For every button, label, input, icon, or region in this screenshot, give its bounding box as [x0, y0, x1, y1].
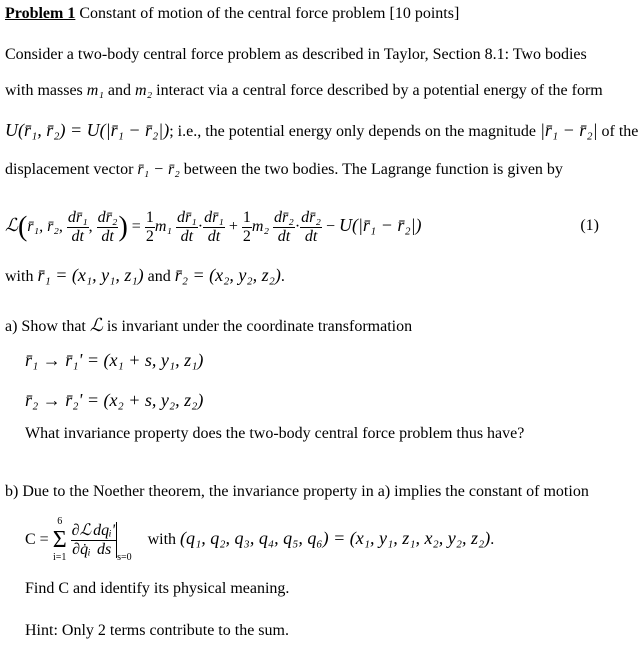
lagrangian-symbol: ℒ: [5, 215, 18, 235]
sum-lower: i=1: [52, 552, 67, 564]
summation: [53, 516, 67, 564]
part-b-find: Find C and identify its physical meaning.: [25, 580, 290, 597]
fraction-dq-ds: [92, 522, 116, 559]
minus-sign: −: [325, 218, 335, 235]
frac-num: dqᵢ': [93, 521, 116, 539]
fraction-dr2-dt: [97, 209, 119, 246]
part-a-label: a) Show that: [5, 318, 90, 335]
frac-den: ds: [96, 540, 112, 558]
mass-m1: m₁: [86, 82, 104, 99]
frac-num: dr̄₂: [97, 208, 118, 226]
transform-r2: [25, 391, 203, 411]
mass-m1: m₁: [154, 218, 172, 235]
intro-line-4: [5, 161, 563, 179]
with-line: [5, 266, 285, 286]
frac-den: 2: [145, 227, 154, 245]
frac-den: ∂q̇ᵢ: [72, 540, 91, 558]
period: .: [280, 268, 285, 285]
potential-term: U(|r̄₁ − r̄₂|): [338, 215, 422, 235]
and-text: and: [143, 268, 175, 285]
frac-den: 2: [242, 227, 251, 245]
q-definition: (q₁, q₂, q₃, q₄, q₅, q₆) = (x₁, y₁, z₁, x₂, y₂, z₂): [180, 528, 491, 548]
magnitude-expr: |r̄₁ − r̄₂|: [539, 120, 598, 140]
problem-label: Problem 1: [5, 5, 76, 22]
equals-sign: =: [131, 218, 141, 235]
frac-num: 1: [145, 208, 154, 226]
dot-product: ·: [294, 218, 301, 235]
frac-den: dt: [304, 227, 318, 245]
fraction-half: [242, 209, 252, 246]
paren-open: (: [17, 211, 28, 243]
dot-product: ·: [197, 218, 204, 235]
intro-text: displacement vector: [5, 161, 138, 178]
frac-den: dt: [180, 227, 194, 245]
plus-sign: +: [228, 218, 238, 235]
transform-r2-expr: r̄₂ → r̄₂' = (x₂ + s, y₂, z₂): [25, 390, 204, 410]
frac-num: ∂ℒ: [71, 521, 92, 539]
intro-line-2: [5, 82, 603, 100]
frac-num: 1: [242, 208, 251, 226]
r2-definition: r̄₂ = (x₂, y₂, z₂): [174, 265, 281, 285]
transform-r1-expr: r̄₁ → r̄₁' = (x₁ + s, y₁, z₁): [25, 350, 204, 370]
r1-definition: r̄₁ = (x₁, y₁, z₁): [37, 265, 144, 285]
intro-line-1: Consider a two-body central force problem as described in Taylor, Section 8.1: Two bodies: [5, 46, 587, 63]
sum-symbol: Σ: [52, 527, 67, 554]
frac-num: dr̄₂: [301, 208, 321, 226]
transform-r1: [25, 351, 203, 371]
paren-close: ): [118, 211, 128, 243]
frac-num: dr̄₁: [176, 208, 197, 226]
intro-text: of the: [597, 123, 638, 140]
fraction-dL-dq: [71, 522, 92, 559]
frac-den: dt: [277, 227, 291, 245]
period: .: [490, 531, 495, 548]
part-a-header: [5, 316, 412, 336]
lagrangian-symbol: ℒ: [89, 315, 103, 335]
problem-title: Constant of motion of the central force problem [10 points]: [79, 5, 460, 22]
potential-form: U(r̄₁, r̄₂) = U(|r̄₁ − r̄₂|): [5, 120, 170, 140]
c-equals: C =: [25, 531, 49, 548]
frac-den: dt: [71, 227, 84, 245]
frac-den: dt: [101, 227, 114, 245]
equation-number: (1): [580, 217, 599, 234]
comma: ,: [88, 218, 93, 235]
intro-text: interact via a central force described by a potential energy of the form: [152, 82, 603, 99]
frac-num: dr̄₂: [274, 208, 294, 226]
fraction-half: [145, 209, 155, 246]
fraction-dr1-dt: [176, 209, 198, 246]
intro-text: between the two bodies. The Lagrange function is given by: [179, 161, 563, 178]
evaluation-point: s=0: [117, 552, 132, 563]
sum-upper: 6: [57, 516, 63, 528]
intro-text: ; i.e., the potential energy only depends on the magnitude: [169, 123, 540, 140]
problem-header: [5, 5, 459, 23]
frac-num: dr̄₁: [67, 208, 88, 226]
lagrangian-equation: [5, 203, 422, 249]
frac-den: dt: [207, 227, 221, 245]
part-a-text: is invariant under the coordinate transformation: [102, 318, 413, 335]
fraction-dr2-dt: [300, 209, 322, 246]
part-b-header: b) Due to the Noether theorem, the invariance property in a) implies the constant of motion: [5, 483, 589, 500]
fraction-dr1-dt: [203, 209, 225, 246]
lagrangian-args: r̄₁, r̄₂,: [27, 218, 63, 235]
with-text: with: [5, 268, 38, 285]
fraction-dr2-dt: [273, 209, 295, 246]
frac-num: dr̄₁: [204, 208, 224, 226]
intro-text: and: [103, 82, 136, 99]
with-text: with: [147, 531, 181, 548]
mass-m2: m₂: [135, 82, 153, 99]
fraction-dr1-dt: [67, 209, 89, 246]
mass-m2: m₂: [251, 218, 270, 235]
part-a-question: What invariance property does the two-body central force problem thus have?: [25, 425, 525, 442]
intro-text: with masses: [5, 82, 87, 99]
displacement-vector: r̄₁ − r̄₂: [137, 161, 180, 178]
noether-charge-equation: [25, 513, 494, 583]
intro-line-3: [5, 121, 638, 141]
part-b-hint: Hint: Only 2 terms contribute to the sum.: [25, 622, 289, 639]
